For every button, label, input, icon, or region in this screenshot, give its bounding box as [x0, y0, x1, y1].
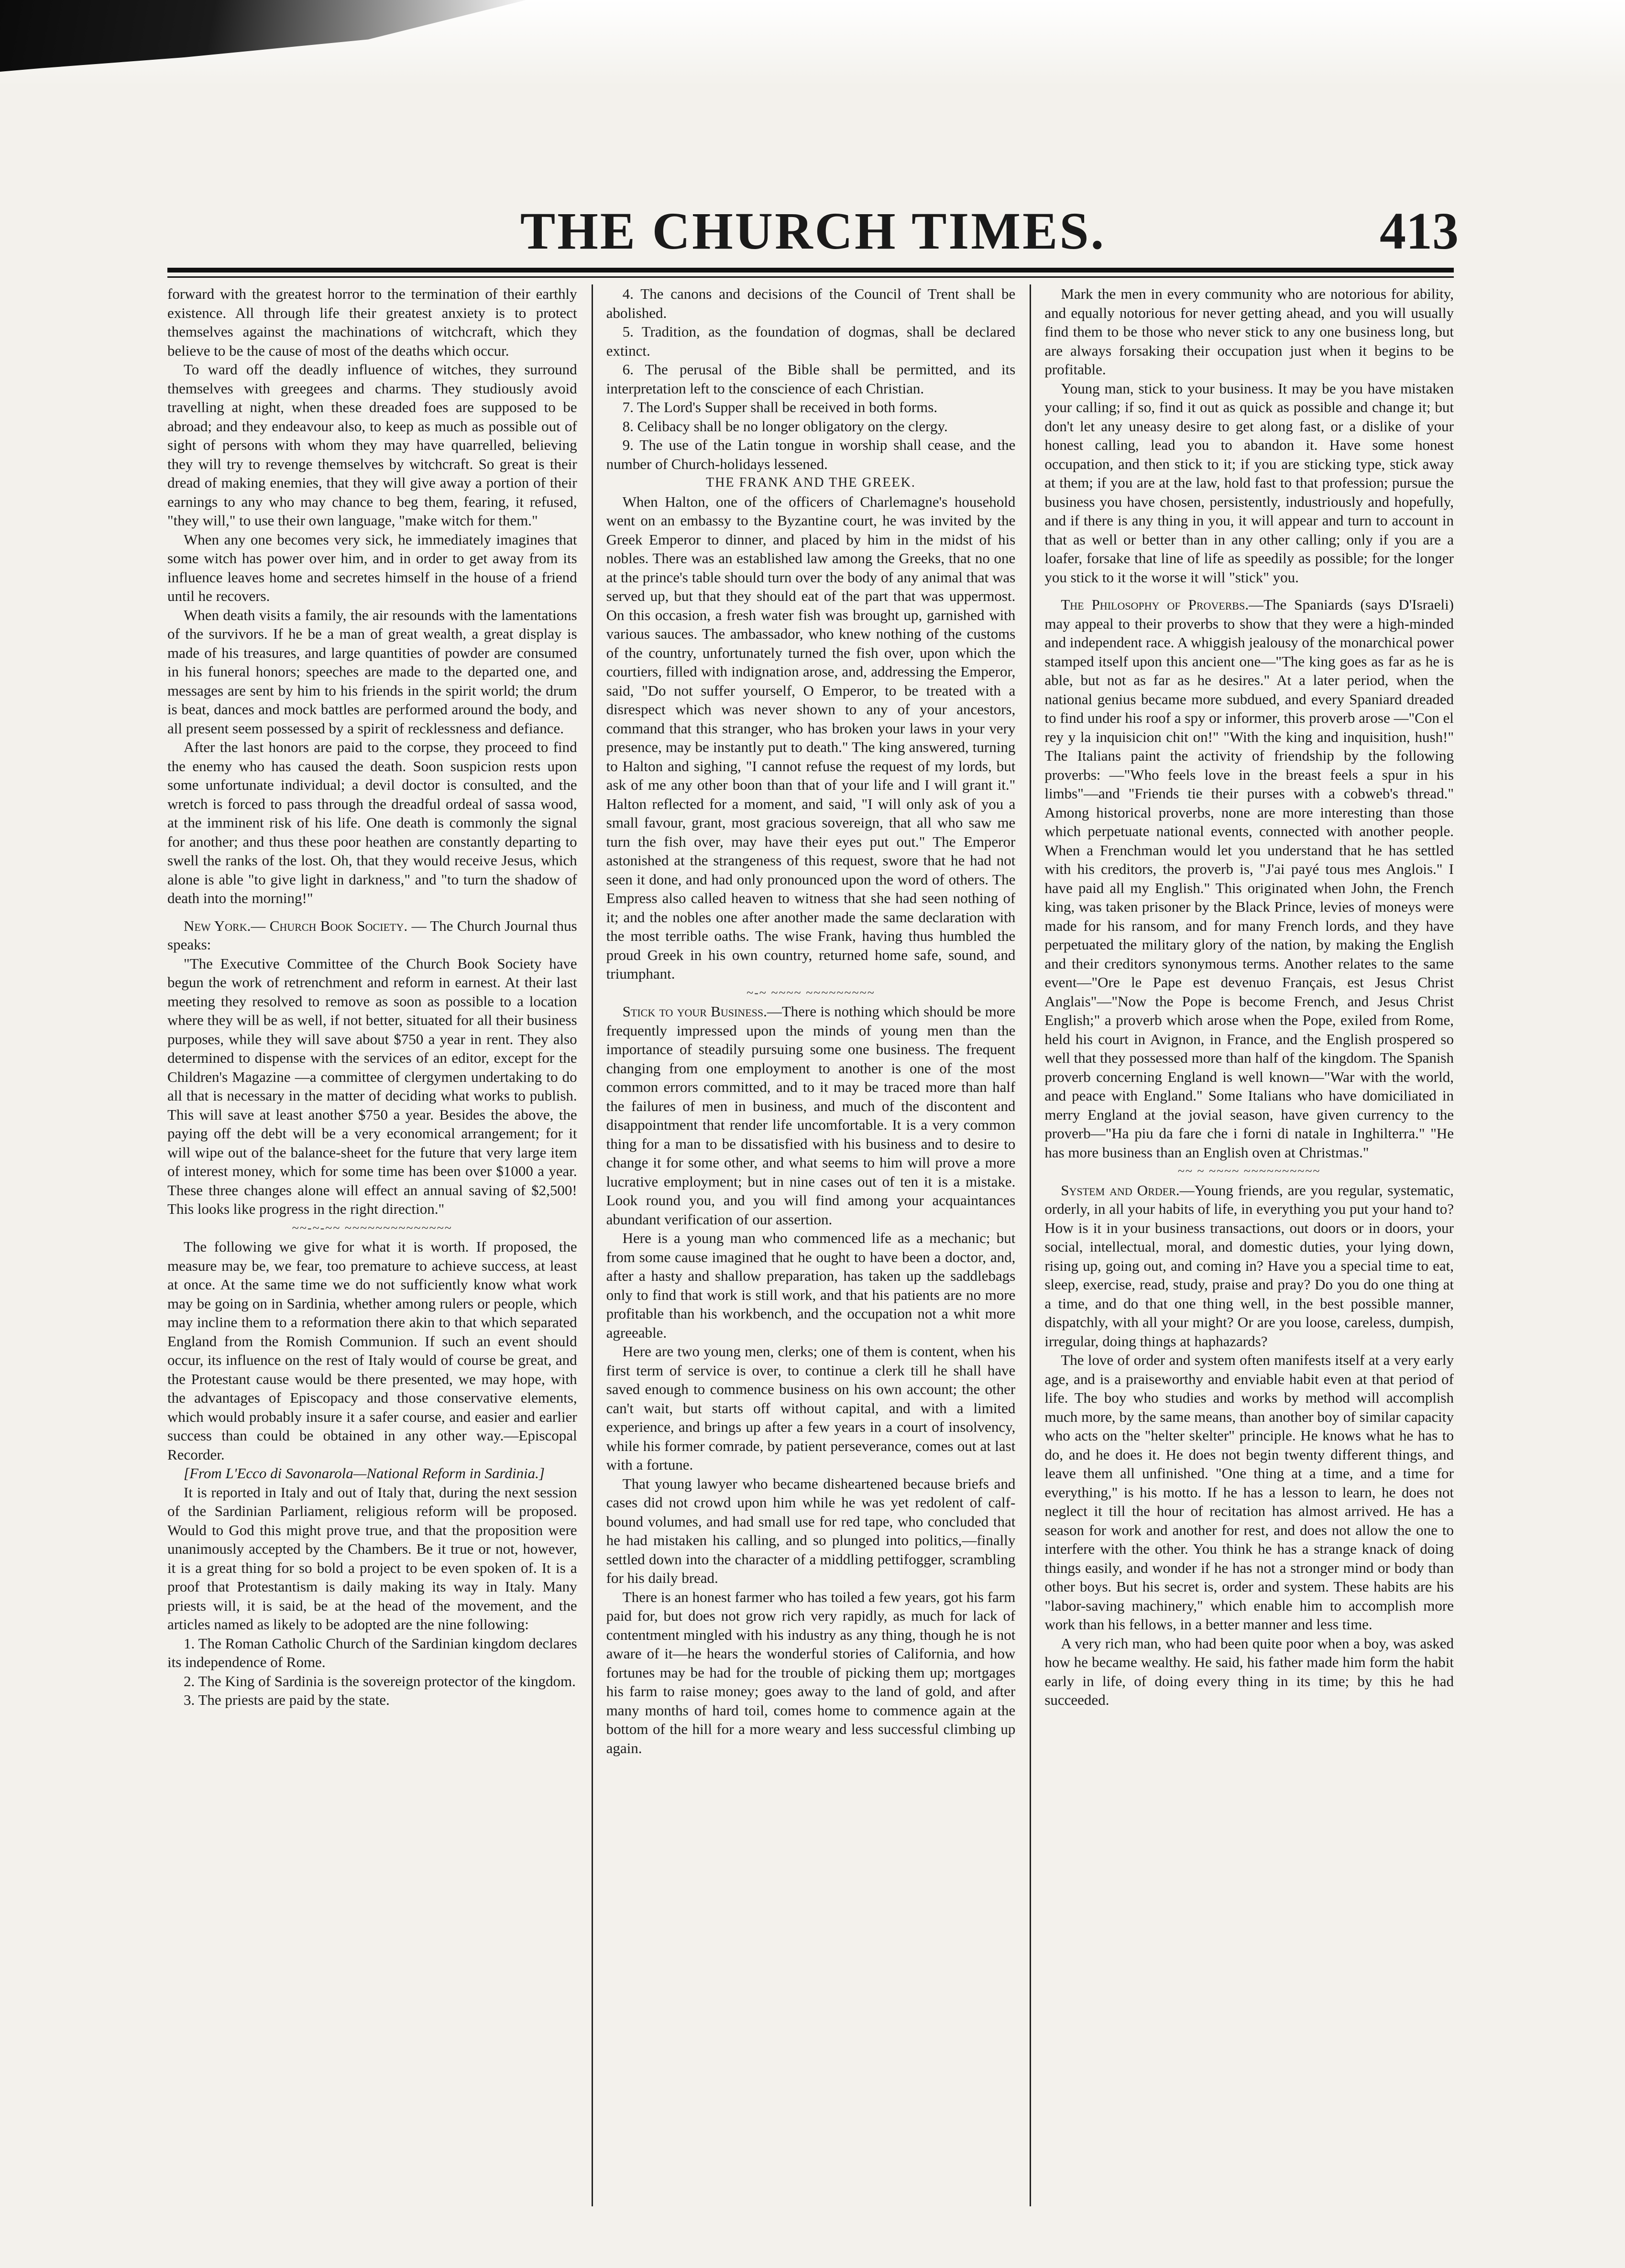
- paragraph: "The Executive Committee of the Church Book Society have begun the work of retrenchment and reform in earnest. At their last meeting they resolved to remove as soon as possible to a location where they will be as well, if not better, situated for all their business purposes, while they will save about $750 a year in rent. They also determined to dispense with the services of an editor, except for the Children's Magazine —a committee of clergymen undertaking to do all that is necessary in the matter of deciding what works to publish. This will save at least another $750 a year. Besides the above, the paying off the debt will be a very economical arrangement; for it will wipe out of the balance-sheet for the future that very large item of interest money, which for some time has been over $1000 a year. These three changes alone will effect an annual saving of $2,500! This looks like progress in the right direction.": [167, 955, 577, 1217]
- paragraph: The love of order and system often manifests itself at a very early age, and is a praiseworthy and enviable habit even at that period of life. The boy who studies and works by method will accomplish much more, by the same means, than another boy of similar capacity who acts on the "helter skelter" principle. He knows what he has to do, and he does it. He does not begin twenty different things, and leave them all unfinished. "One thing at a time, and a time for everything," is his motto. If he has a lesson to learn, he does not neglect it till the hour of recitation has almost arrived. He has a season for work and another for rest, and does not allow the one to interfere with the other. You think he has a strange knack of doing things easily, and wonder if he has not a stronger mind or body than other boys. But his secret is, order and system. These habits are his "labor-saving machinery," which enable him to accomplish more work than his fellows, in a better manner and less time.: [1044, 1352, 1454, 1633]
- paragraph: Mark the men in every community who are notorious for ability, and equally notorious for never getting ahead, and you will usually find them to be those who never stick to any one business long, but are always forsaking their occupation just when it begins to be profitable.: [1044, 285, 1454, 378]
- paragraph: When death visits a family, the air resounds with the lamentations of the survivors. If he be a man of great wealth, a great display is made of his treasures, and large quantities of powder are consumed in his funeral honors; speeches are made to the departed one, and messages are sent by him to his friends in the spirit world; the drum is beat, dances and mock battles are performed around the body, and all present seem possessed by a spirit of recklessness and defiance.: [167, 606, 577, 737]
- article-lead: The Philosophy of Proverbs.: [1061, 596, 1249, 613]
- ornament-rule: ~~-~-~~ ~~~~~~~~~~~~~~: [292, 1221, 452, 1235]
- ornament-rule: ~~ ~ ~~~~ ~~~~~~~~~~: [1177, 1164, 1321, 1178]
- header-rule: [167, 268, 1454, 273]
- column-3: [1030, 284, 1454, 2206]
- paragraph: Young man, stick to your business. It may be you have mistaken your calling; if so, find it out as quick as possible and change it; but don't let any uneasy desire to get along fast, or a dislike of your honest calling, lead you to abandon it. Have some honest occupation, and then stick to it; if you are sticking type, stick away at them; if you are at the law, hold fast to that profession; pursue the business you have chosen, persistently, industriously and hopefully, and if there is any thing in you, it will appear and turn to account in that as well or better than in any other calling; only if you are a loafer, forsake that line of life as speedily as possible; for the longer you stick to it the worse it will "stick" you.: [1044, 380, 1454, 586]
- article-paragraph: New York.— Church Book Society. — The Church Journal thus speaks:: [167, 917, 577, 953]
- article-lead: Stick to your Business.: [622, 1003, 767, 1020]
- paragraph: After the last honors are paid to the corpse, they proceed to find the enemy who has caused the death. Soon suspicion rests upon some unfortunate individual; a devil doctor is consulted, and the wretch is forced to pass through the dreadful ordeal of sassa wood, at the imminent risk of his life. One death is commonly the signal for another; and thus these poor heathen are constantly departing to swell the ranks of the lost. Oh, that they would receive Jesus, which alone is able "to give light in darkness," and "to turn the shadow of death into the morning!": [167, 739, 577, 906]
- page-header: [167, 191, 1459, 263]
- list-item: 8. Celibacy shall be no longer obligatory on the clergy.: [622, 417, 948, 435]
- article-paragraph: The Philosophy of Proverbs.—The Spaniards (says D'Israeli) may appeal to their proverbs to show that they were a high-minded and independent race. A whiggish jealousy of the monarchical power stamped itself upon this ancient one—"The king goes as far as he is able, but not as far as he desires." At a later period, when the national genius became more subdued, and every Spaniard dreaded to find under his roof a spy or informer, this proverb arose —"Con el rey y la inquisicion chit on!" "With the king and inquisition, hush!" The Italians paint the activity of friendship by the following proverbs: —"Who feels love in the breast feels a spur in his limbs"—and "Friends tie their purses with a cobweb's thread." Among historical proverbs, none are more interesting than those which perpetuate national events, connected with another people. When a Frenchman would let you understand that he has settled with his creditors, the proverb is, "J'ai payé tous mes Anglois." I have paid all my English." This originated when John, the French king, was taken prisoner by the Black Prince, levies of moneys were made for his ransom, and for many French lords, and they have perpetuated the military glory of the nation, by making the English and their creditors synonymous terms. Another relates to the same event—"Ore le Pape est devenuo Français, est Jesus Christ Anglais"—"Now the Pope is become French, and Jesus Christ English;" a proverb which arose when the Pope, exiled from Rome, held his court in Avignon, in France, and the English prospered so well that they possessed more than half of the kingdom. The Spanish proverb concerning England is well known—"War with the world, and peace with England." Some Italians who have domiciliated in merry England at the jovial season, have given currency to the proverb—"Ha piu da fare che i forni di natale in Inghilterra." "He has more business than an English oven at Christmas.": [1044, 596, 1454, 1161]
- list-item: 6. The perusal of the Bible shall be permitted, and its interpretation left to the conscience of each Christian.: [606, 361, 1016, 397]
- article-columns: [167, 284, 1454, 2206]
- column-2: [592, 284, 1016, 2206]
- list-item: 2. The King of Sardinia is the sovereign protector of the kingdom.: [184, 1672, 576, 1690]
- header-rule-thin: [167, 276, 1454, 278]
- paragraph: When Halton, one of the officers of Charlemagne's household went on an embassy to the Byzantine court, he was invited by the Greek Emperor to dinner, and placed by him in the midst of his nobles. There was an established law among the Greeks, that no one at the prince's table should turn over the body of any animal that was served up, but that they should eat of the part that was uppermost. On this occasion, a fresh water fish was brought up, garnished with various sauces. The ambassador, who knew nothing of the customs of the country, unfortunately turned the fish over, upon which the courtiers, filled with indignation arose, and, addressing the Emperor, said, "Do not suffer yourself, O Emperor, to be treated with a disrespect which was never shown to any of your ancestors, command that this stranger, who has broken your laws in your very presence, may be instantly put to death." The king answered, turning to Halton and sighing, "I cannot refuse the request of my lords, but ask of me any other boon than that of your life and I will grant it." Halton reflected for a moment, and said, "I will only ask of you a small favour, grant, most gracious sovereign, that all who saw me turn the fish over, may have their eyes put out." The Emperor astonished at the strangeness of this request, swore that he had not seen it done, and had only pronounced upon the word of others. The Empress also called heaven to witness that she had seen nothing of it; and the nobles one after another made the same declaration with the most terrible oaths. The wise Frank, having thus humbled the proud Greek in his own country, returned home safe, sound, and triumphant.: [606, 493, 1016, 982]
- article-lead: New York.— Church Book Society.: [184, 917, 408, 934]
- list-item: 9. The use of the Latin tongue in worship shall cease, and the number of Church-holidays lessened.: [606, 436, 1016, 472]
- article-paragraph: System and Order.—Young friends, are you regular, systematic, orderly, in all your habits of life, in everything you put your hand to? How is it in your business transactions, out doors or in doors, your social, intellectual, moral, and domestic duties, your lying down, rising up, going out, and coming in? Have you a special time to eat, sleep, exercise, read, study, praise and pray? Do you do one thing at a time, and do that one thing well, in the best possible manner, dispatchly, with all your might? Or are you loose, careless, dumpish, irregular, doing things at haphazards?: [1044, 1181, 1454, 1350]
- masthead: THE CHURCH TIMES.: [520, 202, 1106, 260]
- paragraph: There is an honest farmer who has toiled a few years, got his farm paid for, but does not grow rich very rapidly, as much for lack of contentment mingled with his industry as any thing, though he is not aware of it—he hears the wonderful stories of California, and how fortunes may be had for the trouble of picking them up; mortgages his farm to raise money; goes away to the land of gold, and after many months of hard toil, comes home to commence again at the bottom of the hill for a more weary and less successful climbing up again.: [606, 1588, 1016, 1756]
- paragraph: When any one becomes very sick, he immediately imagines that some witch has power over him, and in order to get away from its influence leaves home and secretes himself in the house of a friend until he recovers.: [167, 531, 577, 604]
- source-line: [From L'Ecco di Savonarola—National Reform in Sardinia.]: [184, 1465, 545, 1482]
- ornament-rule: ~-~ ~~~~ ~~~~~~~~~: [747, 985, 875, 1000]
- list-item: 7. The Lord's Supper shall be received in both forms.: [622, 399, 938, 415]
- paragraph: That young lawyer who became disheartened because briefs and cases did not crowd upon him while he was yet redolent of calf-bound volumes, and had small use for red tape, who concluded that he had mistaken his calling, and so plunged into politics,—finally settled down into the character of a middling pettifogger, scrambling for his daily bread.: [606, 1475, 1016, 1586]
- paragraph: forward with the greatest horror to the termination of their earthly existence. All through life their greatest anxiety is to protect themselves against the machinations of witchcraft, which they believe to be the cause of most of the deaths which occur.: [167, 285, 577, 359]
- article-heading: THE FRANK AND THE GREEK.: [706, 475, 916, 490]
- column-1: [167, 284, 577, 2206]
- list-item: 5. Tradition, as the foundation of dogmas, shall be declared extinct.: [606, 323, 1016, 359]
- paragraph: The following we give for what it is worth. If proposed, the measure may be, we fear, too premature to achieve success, at least at once. At the same time we do not sufficiently know what work may be going on in Sardinia, whether among rulers or people, which may incline them to a reformation there akin to that which separated England from the Romish Communion. If such an event should occur, its influence on the rest of Italy would of course be great, and the Protestant cause would be there presented, we may hope, with the advantages of Episcopacy and those conservative elements, which would probably insure it a safer course, and easier and earlier success than could be obtained in any other way.—Episcopal Recorder.: [167, 1238, 577, 1463]
- list-item: 4. The canons and decisions of the Council of Trent shall be abolished.: [606, 285, 1016, 321]
- paragraph: A very rich man, who had been quite poor when a boy, was asked how he became wealthy. He said, his father made him form the habit early in life, of doing every thing in its time; by this he had succeeded.: [1044, 1635, 1454, 1708]
- list-item: 3. The priests are paid by the state.: [184, 1691, 390, 1708]
- page-number: 413: [1380, 202, 1459, 260]
- paragraph: Here is a young man who commenced life as a mechanic; but from some cause imagined that he ought to have been a doctor, and, after a hasty and shallow preparation, has taken up the saddlebags only to find that work is still work, and that his patients are no more profitable than his workbench, and the occupation not a whit more agreeable.: [606, 1230, 1016, 1341]
- paragraph: It is reported in Italy and out of Italy that, during the next session of the Sardinian Parliament, religious reform will be proposed. Would to God this might prove true, and that the proposition were unanimously accepted by the Chambers. Be it true or not, however, it is a great thing for so bold a project to be even spoken of. It is a proof that Protestantism is daily making its way in Italy. Many priests will, it is said, be at the head of the movement, and the articles named as likely to be adopted are the nine following:: [167, 1483, 577, 1633]
- paragraph: Here are two young men, clerks; one of them is content, when his first term of service is over, to continue a clerk till he shall have saved enough to commence business on his own account; the other can't wait, but starts off without capital, and with a limited experience, and brings up after a few years in a court of insolvency, while his former comrade, by patient perseverance, comes out at last with a fortune.: [606, 1343, 1016, 1473]
- article-paragraph: Stick to your Business.—There is nothing which should be more frequently impressed upon the minds of young men than the importance of steadily pursuing some one business. The frequent changing from one employment to another is one of the most common errors committed, and to it may be traced more than half the failures of men in business, and much of the discontent and disappointment that render life uncomfortable. It is a very common thing for a man to be dissatisfied with his business and to desire to change it for some other, and what seems to him will prove a more lucrative employment; but in nine cases out of ten it is a mistake. Look round you, and you will find among your acquaintances abundant verification of our assertion.: [606, 1003, 1016, 1228]
- paragraph: To ward off the deadly influence of witches, they surround themselves with greegees and charms. They studiously avoid travelling at night, when these dreaded foes are supposed to be abroad; and they endeavour also, to keep as much as possible out of sight of persons with whom they may have quarrelled, believing they will try to revenge themselves by witchcraft. So great is their dread of making enemies, that they will give away a portion of their earnings to any who may chance to beg them, fearing, it refused, "they will," to use their own language, "make witch for them.": [167, 361, 577, 529]
- article-lead: System and Order.: [1061, 1181, 1180, 1199]
- list-item: 1. The Roman Catholic Church of the Sardinian kingdom declares its independence of Rome.: [167, 1635, 577, 1670]
